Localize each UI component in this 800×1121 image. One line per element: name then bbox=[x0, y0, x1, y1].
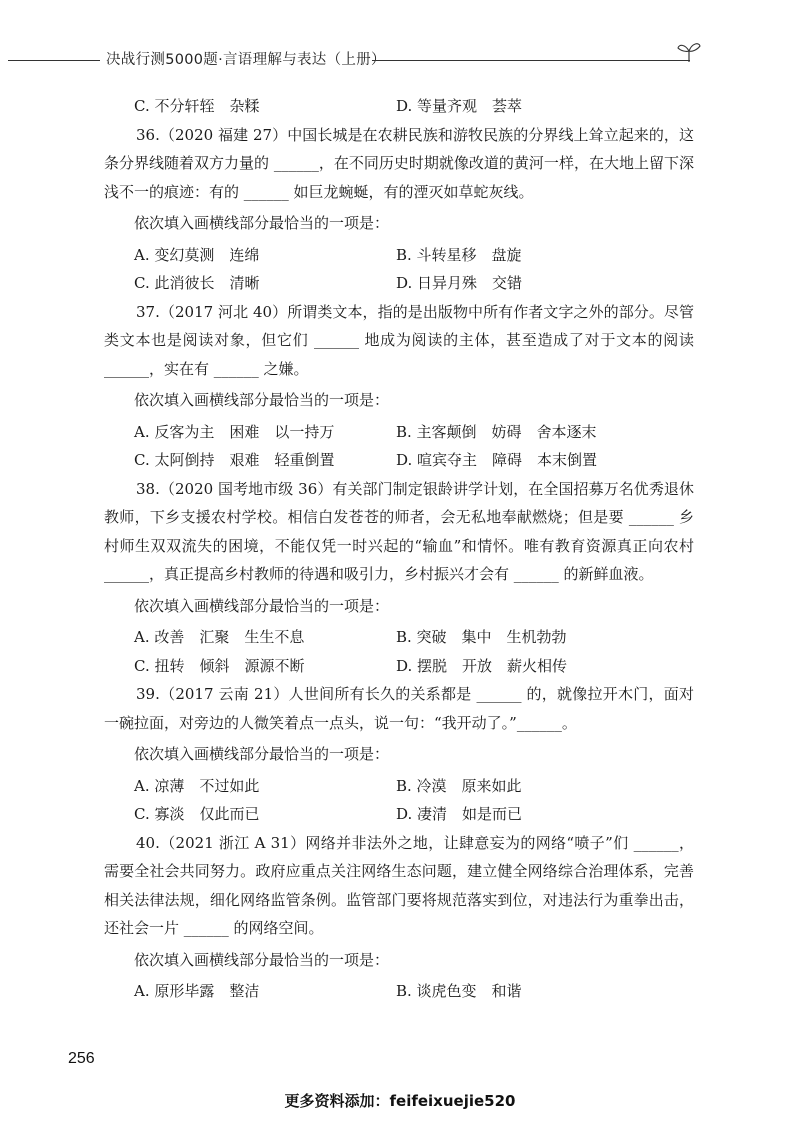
option-right: B. 斗转星移 盘旋 bbox=[396, 245, 522, 264]
option-row bbox=[104, 241, 694, 270]
option-row bbox=[104, 977, 694, 1006]
option-right: D. 凄清 如是而已 bbox=[396, 805, 523, 823]
question-body bbox=[104, 92, 694, 1006]
option-left: C. 太阿倒持 艰难 轻重倒置 bbox=[134, 451, 335, 469]
question-prompt: 依次填入画横线部分最恰当的一项是： bbox=[134, 950, 390, 969]
footer-note: 更多资料添加：feifeixuejie520 bbox=[284, 1092, 516, 1110]
option-row bbox=[104, 446, 694, 475]
question-stem: 36.（2020 福建 27）中国长城是在农耕民族和游牧民族的分界线上耸立起来的，这条分界线随着双方力量的 ______，在不同历史时期就像改道的黄河一样，在大地上留下深浅不一的痕迹：有的 ______ 如巨龙蜿蜒，有的湮灭如草蛇灰线。 bbox=[104, 125, 694, 201]
question-stem: 37.（2017 河北 40）所谓类文本，指的是出版物中所有作者文字之外的部分。尽管类文本也是阅读对象，但它们 ______ 地成为阅读的主体，甚至造成了对于文本的阅读 ______，实在有 ______ 之嫌。 bbox=[104, 302, 694, 378]
option-right: D. 等量齐观 荟萃 bbox=[396, 97, 523, 115]
option-row bbox=[104, 800, 694, 829]
option-right: B. 突破 集中 生机勃勃 bbox=[396, 628, 567, 646]
question-stem: 40.（2021 浙江 A 31）网络并非法外之地，让肆意妄为的网络“喷子”们 ______，需要全社会共同努力。政府应重点关注网络生态问题，建立健全网络综合治理体系，完善相关法律法规，细化网络监管条例。监管部门要将规范落实到位，对违法行为重拳出击，还社会一片 ______ 的网络空间。 bbox=[104, 833, 694, 937]
page-number: 256 bbox=[68, 1050, 95, 1067]
sprout-icon bbox=[676, 40, 702, 64]
option-right: B. 主客颠倒 妨碍 舍本逐末 bbox=[396, 422, 597, 441]
question-stem: 39.（2017 云南 21）人世间所有长久的关系都是 ______ 的，就像拉开木门，面对一碗拉面，对旁边的人微笑着点一点头，说一句：“我开动了。”______。 bbox=[104, 685, 694, 732]
header-rule-right bbox=[372, 60, 690, 61]
option-left: A. 变幻莫测 连绵 bbox=[134, 245, 260, 264]
option-row bbox=[104, 418, 694, 447]
option-left: A. 凉薄 不过如此 bbox=[134, 776, 260, 795]
question-prompt: 依次填入画横线部分最恰当的一项是： bbox=[134, 745, 390, 763]
running-header bbox=[0, 38, 800, 78]
question-prompt: 依次填入画横线部分最恰当的一项是： bbox=[134, 391, 390, 409]
option-left: C. 不分轩轾 杂糅 bbox=[134, 97, 260, 115]
option-right: D. 喧宾夺主 障碍 本末倒置 bbox=[396, 451, 598, 469]
option-left: C. 扭转 倾斜 源源不断 bbox=[134, 656, 305, 675]
option-row bbox=[104, 92, 694, 121]
option-row bbox=[104, 652, 694, 681]
option-row bbox=[104, 623, 694, 652]
option-left: C. 寡淡 仅此而已 bbox=[134, 805, 260, 823]
question-prompt: 依次填入画横线部分最恰当的一项是： bbox=[134, 214, 390, 232]
option-right: D. 摆脱 开放 薪火相传 bbox=[396, 656, 568, 675]
option-row bbox=[104, 269, 694, 298]
option-right: D. 日异月殊 交错 bbox=[396, 274, 523, 292]
option-left: A. 反客为主 困难 以一持万 bbox=[134, 422, 335, 441]
option-right: B. 谈虎色变 和谐 bbox=[396, 982, 522, 1000]
header-rule-left bbox=[8, 60, 100, 61]
option-left: A. 原形毕露 整洁 bbox=[134, 982, 260, 1000]
book-title: 决战行测5000题·言语理解与表达（上册） bbox=[106, 52, 386, 68]
option-row bbox=[104, 772, 694, 801]
question-prompt: 依次填入画横线部分最恰当的一项是： bbox=[134, 596, 390, 615]
question-stem: 38.（2020 国考地市级 36）有关部门制定银龄讲学计划，在全国招募万名优秀退休教师，下乡支援农村学校。相信白发苍苍的师者，会无私地奉献燃烧；但是要 ______ 乡村师生双双流失的困境，不能仅凭一时兴起的“输血”和情怀。唯有教育资源真正向农村 ______，真正提高乡村教师的待遇和吸引力，乡村振兴才会有 ______ 的新鲜血液。 bbox=[104, 479, 694, 583]
option-left: C. 此消彼长 清晰 bbox=[134, 274, 260, 292]
option-right: B. 冷漠 原来如此 bbox=[396, 776, 522, 795]
option-left: A. 改善 汇聚 生生不息 bbox=[134, 628, 305, 646]
